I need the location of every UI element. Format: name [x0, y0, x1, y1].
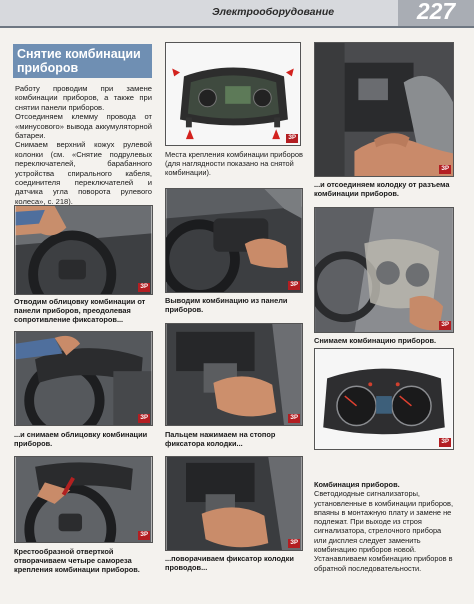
photo-press-latch	[165, 323, 303, 426]
badge: ЗР	[140, 284, 148, 290]
badge: ЗР	[290, 415, 298, 421]
instrument-cluster-illustration	[166, 43, 300, 145]
caption-pull-trim: Отводим облицовку комбинации от панели приборов, преодолевая сопротивление фиксаторов...	[14, 297, 146, 324]
badge: ЗР	[140, 415, 148, 421]
badge: ЗР	[290, 540, 298, 546]
photo-unscrew	[14, 456, 153, 543]
intro-paragraph-1: Работу проводим при замене комбинации приборов, а также при снятии панели приборов.	[15, 84, 152, 112]
caption-press-latch: Пальцем нажимаем на стопор фиксатора колодки...	[165, 430, 276, 448]
photo-remove-trim	[14, 331, 153, 426]
page-number: 227	[416, 0, 456, 24]
caption-unscrew: Крестообразной отверткой отворачиваем четыре самореза крепления комбинации приборов.	[14, 547, 140, 574]
badge: ЗР	[288, 135, 296, 141]
caption-remove-trim: ...и снимаем облицовку комбинации приборов.	[14, 430, 148, 448]
trim-removal-illustration	[15, 332, 152, 425]
cluster-out-illustration	[315, 208, 453, 332]
header-rule	[0, 26, 474, 28]
steering-wheel-illustration	[15, 206, 152, 294]
section-header: Электрооборудование	[212, 6, 335, 18]
cluster-front-illustration	[315, 349, 453, 449]
section-title: Снятие комбинации приборов	[13, 44, 152, 78]
caption-rotate-latch: ...поворачиваем фиксатор колодки проводов...	[165, 554, 294, 572]
photo-rotate-latch	[165, 456, 303, 551]
caption-take-out-cluster: Снимаем комбинацию приборов.	[314, 336, 437, 345]
badge: ЗР	[441, 166, 449, 172]
rotate-latch-illustration	[166, 457, 302, 550]
photo-take-out-cluster	[314, 207, 454, 333]
caption-remove-cluster: Выводим комбинацию из панели приборов.	[165, 296, 288, 314]
badge: ЗР	[441, 322, 449, 328]
dashboard-illustration	[166, 189, 302, 292]
cluster-description	[314, 480, 455, 573]
connector-illustration	[315, 43, 453, 176]
cluster-description-heading: Комбинация приборов.	[314, 480, 400, 489]
badge: ЗР	[140, 532, 148, 538]
photo-pull-trim	[14, 205, 153, 295]
caption-cluster-mounts: Места крепления комбинации приборов (для наглядности показано на снятой комбинации).	[165, 150, 303, 177]
intro-text	[15, 84, 152, 206]
photo-cluster-mounts	[165, 42, 301, 146]
cluster-description-text: Светодиодные сигнализаторы, установленные в комбинации приборов, впаяны в монтажную плату и замене не подлежат. При выходе из строя сигнализатора, стрелочного прибора или дисплея следует заменить комбинацию приборов новой.	[314, 489, 454, 555]
caption-disconnect-connector: ...и отсоединяем колодку от разъема комбинации приборов.	[314, 180, 450, 198]
badge: ЗР	[441, 439, 449, 445]
photo-disconnect-connector	[314, 42, 454, 177]
intro-paragraph-2: Отсоединяем клемму провода от «минусового» вывода аккумуляторной батареи.	[15, 112, 152, 141]
badge: ЗР	[290, 282, 298, 288]
intro-paragraph-3: Снимаем верхний кожух рулевой колонки (см. «Снятие подрулевых переключателей, барабанного устройства спирального кабеля, соединителя переключателей и датчика угла поворота рулевого колеса», с. 218).	[15, 140, 152, 206]
install-note: Устанавливаем комбинацию приборов в обратной последовательности.	[314, 554, 453, 573]
latch-illustration	[166, 324, 302, 425]
photo-instrument-cluster	[314, 348, 454, 450]
unscrew-illustration	[15, 457, 152, 542]
photo-remove-cluster	[165, 188, 303, 293]
